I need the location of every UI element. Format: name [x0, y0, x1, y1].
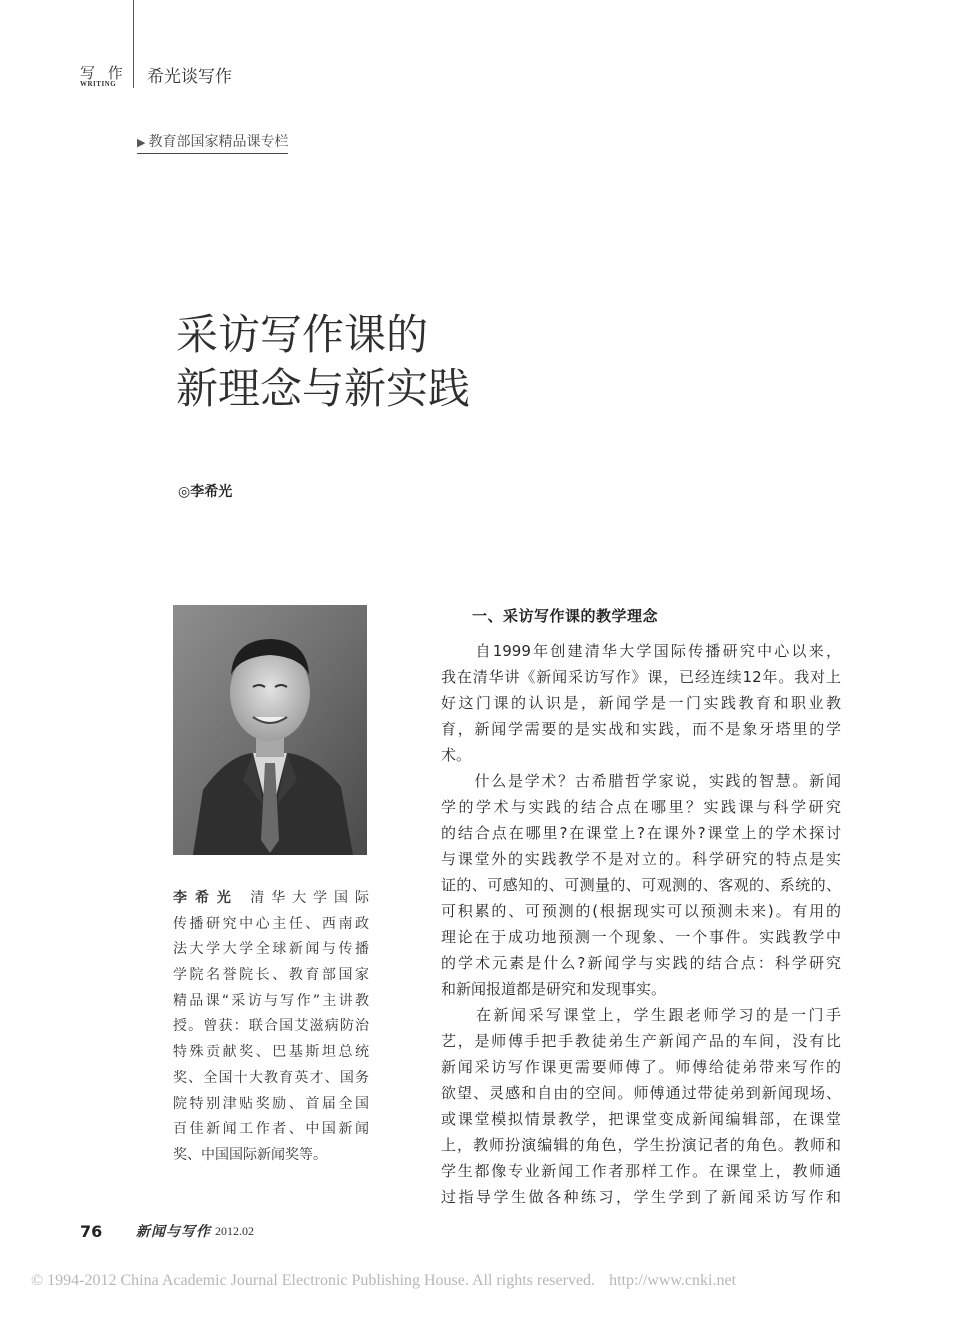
body-line: 证的、可感知的、可测量的、可观测的、客观的、系统的、: [441, 876, 841, 894]
journal-logo: 新闻与写作: [136, 1224, 211, 1240]
body-line: 什么是学术？古希腊哲学家说，实践的智慧。新闻: [441, 772, 841, 790]
bio-line: 特殊贡献奖、巴基斯坦总统: [173, 1044, 369, 1061]
body-line: 过指导学生做各种练习，学生学到了新闻采访写作和: [441, 1188, 841, 1206]
copyright-text: © 1994-2012 China Academic Journal Electronic Publishing House. All rights reserved.: [31, 1272, 596, 1289]
body-line: 育，新闻学需要的是实战和实践，而不是象牙塔里的学: [441, 720, 841, 738]
bio-line: 奖、中国国际新闻奖等。: [173, 1146, 327, 1163]
bio-line: 法大学大学全球新闻与传播: [173, 941, 369, 958]
bio-line: 院特别津贴奖励、首届全国: [173, 1095, 369, 1112]
body-line: 上，教师扮演编辑的角色，学生扮演记者的角色。教师和: [441, 1136, 841, 1154]
section-label: 写 作: [80, 64, 127, 82]
body-line: 好这门课的认识是，新闻学是一门实践教育和职业教: [441, 694, 841, 712]
article-title: [176, 308, 470, 416]
author-photo: [173, 605, 367, 855]
body-line: 和新闻报道都是研究和发现事实。: [441, 980, 667, 998]
title-line: 新理念与新实践: [176, 364, 471, 413]
body-line: 新闻采访写作课更需要师傅了。师傅给徒弟带来写作的: [441, 1058, 841, 1076]
bio-line: 精品课“采访与写作”主讲教: [173, 992, 369, 1009]
author-byline: ◎李希光: [178, 484, 233, 500]
copyright-footer: [31, 1272, 736, 1290]
triangle-right-icon: ▶: [137, 136, 146, 149]
body-line: 或课堂模拟情景教学，把课堂变成新闻编辑部，在课堂: [441, 1110, 841, 1128]
body-line: 理论在于成功地预测一个现象、一个事件。实践教学中: [441, 928, 841, 946]
bio-line: [173, 886, 369, 912]
column-tag: [137, 131, 288, 154]
body-line: 艺，是师傅手把手教徒弟生产新闻产品的车间，没有比: [441, 1032, 841, 1050]
bio-line: 传播研究中心主任、西南政: [173, 915, 369, 932]
column-tag-label: 教育部国家精品课专栏: [148, 134, 289, 150]
article-body: [441, 638, 841, 1210]
section-label-english: WRITING: [80, 80, 117, 88]
title-line: 采访写作课的: [176, 310, 429, 359]
body-line: 术。: [441, 746, 472, 764]
body-line: 我在清华讲《新闻采访写作》课，已经连续12年。我对上: [441, 668, 841, 686]
body-line: 与课堂外的实践教学不是对立的。科学研究的特点是实: [441, 850, 841, 868]
footer-url[interactable]: http://www.cnki.net: [609, 1272, 737, 1289]
bio-author-name: 李希光: [173, 890, 239, 906]
bio-line-text: 清华大学国际: [238, 890, 369, 906]
section-heading: 一、采访写作课的教学理念: [472, 607, 659, 625]
body-line: 可积累的、可预测的(根据现实可以预测未来)。有用的: [441, 902, 841, 920]
body-line: 学的学术与实践的结合点在哪里？实践课与科学研究: [441, 798, 841, 816]
body-line: 的结合点在哪里?在课堂上?在课外?课堂上的学术探讨: [441, 824, 841, 842]
header-divider: [133, 0, 134, 88]
body-line: 学生都像专业新闻工作者那样工作。在课堂上，教师通: [441, 1162, 841, 1180]
bio-line: 奖、全国十大教育英才、国务: [173, 1069, 369, 1086]
body-line: 欲望、灵感和自由的空间。师傅通过带徒弟到新闻现场、: [441, 1084, 841, 1102]
author-bio: [173, 886, 369, 1169]
bio-line: 百佳新闻工作者、中国新闻: [173, 1121, 369, 1138]
issue-date: 2012.02: [215, 1224, 254, 1238]
bio-line: 学院名誉院长、教育部国家: [173, 967, 369, 984]
series-title: 希光谈写作: [147, 67, 232, 87]
body-line: 的学术元素是什么?新闻学与实践的结合点：科学研究: [441, 954, 841, 972]
body-line: 自1999年创建清华大学国际传播研究中心以来，: [441, 642, 841, 660]
body-line: 在新闻采写课堂上，学生跟老师学习的是一门手: [441, 1006, 841, 1024]
page-number: 76: [80, 1222, 103, 1241]
bio-line: 授。曾获：联合国艾滋病防治: [173, 1018, 369, 1035]
